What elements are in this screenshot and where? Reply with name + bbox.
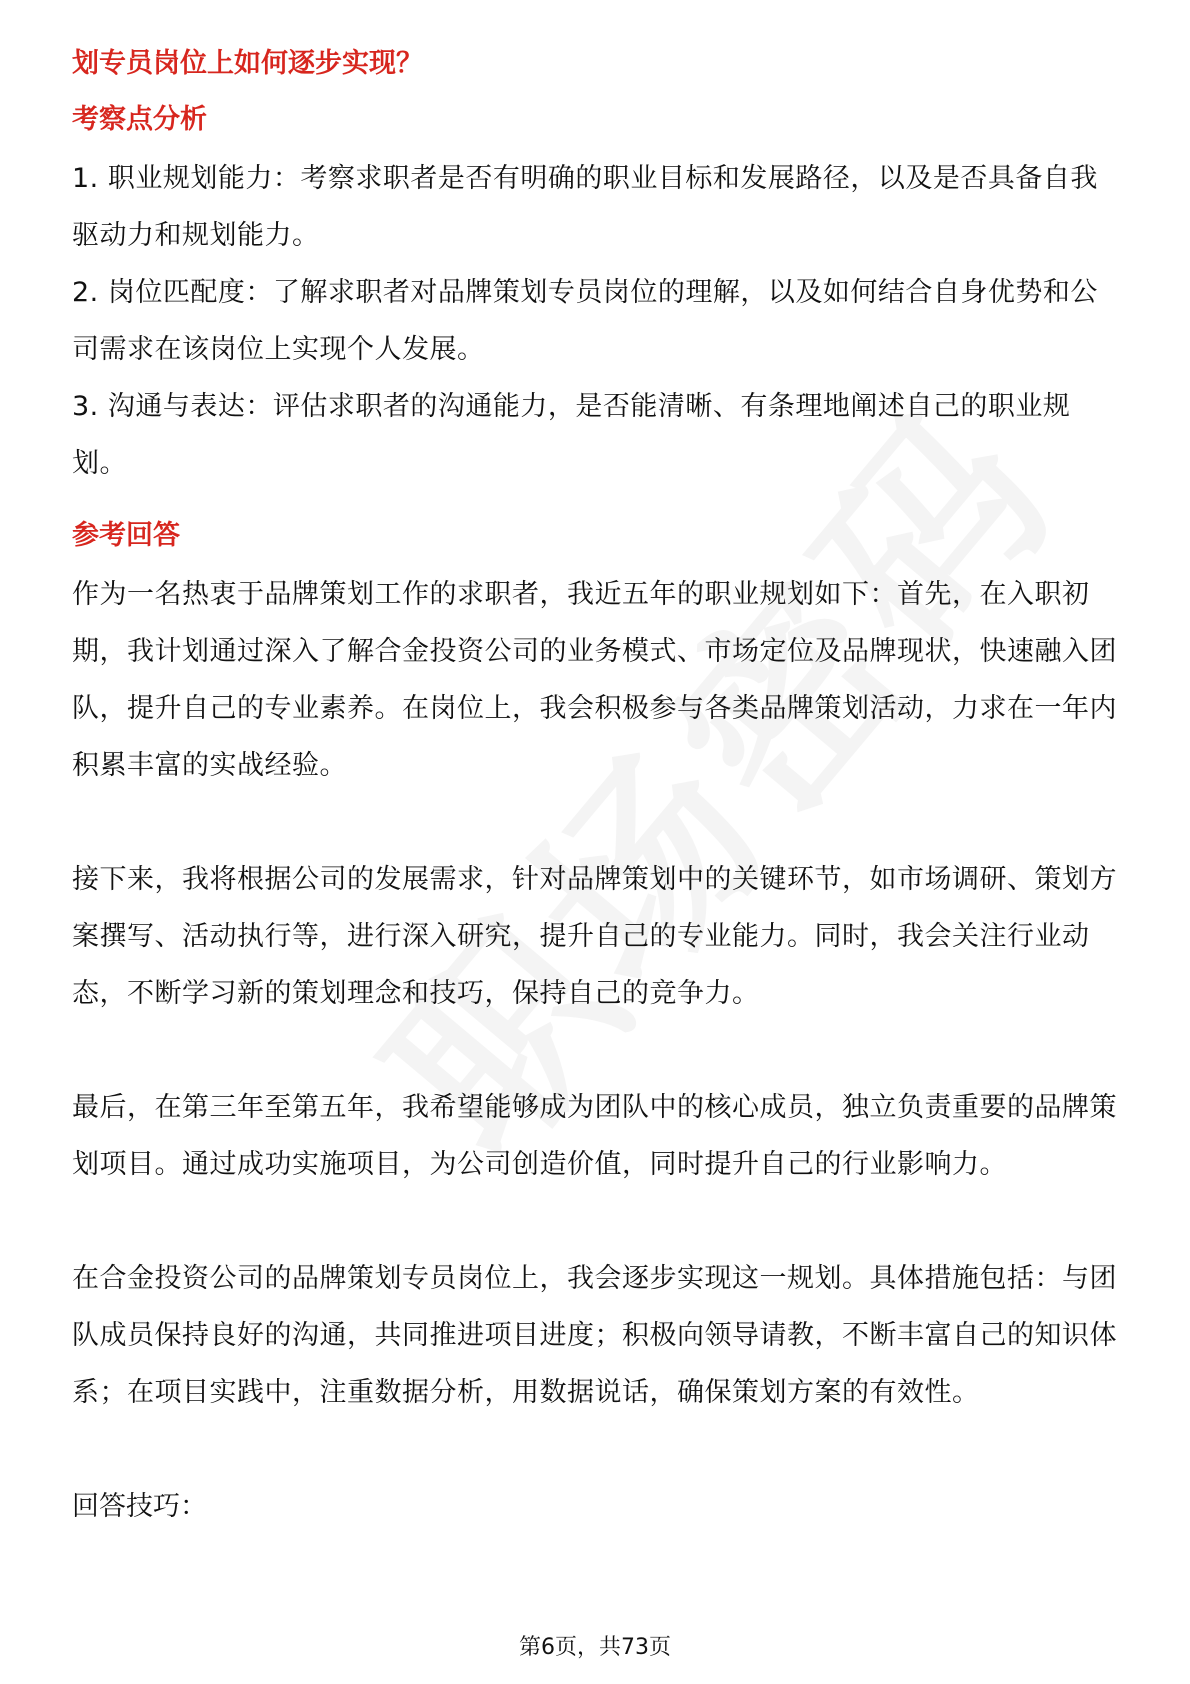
- analysis-item-2: 2. 岗位匹配度：了解求职者对品牌策划专员岗位的理解，以及如何结合自身优势和公司需求在该岗位上实现个人发展。: [72, 277, 1098, 365]
- answer-paragraph-4: 在合金投资公司的品牌策划专员岗位上，我会逐步实现这一规划。具体措施包括：与团队成员保持良好的沟通，共同推进项目进度；积极向领导请教，不断丰富自己的知识体系；在项目实践中，注重数据分析，用数据说话，确保策划方案的有效性。: [72, 1263, 1117, 1408]
- question-title-tail: 划专员岗位上如何逐步实现？: [72, 48, 423, 79]
- analysis-item-3: 3. 沟通与表达：评估求职者的沟通能力，是否能清晰、有条理地阐述自己的职业规划。: [72, 391, 1071, 479]
- answer-paragraph-1: 作为一名热衷于品牌策划工作的求职者，我近五年的职业规划如下：首先，在入职初期，我计划通过深入了解合金投资公司的业务模式、市场定位及品牌现状，快速融入团队，提升自己的专业素养。在岗位上，我会积极参与各类品牌策划活动，力求在一年内积累丰富的实战经验。: [72, 579, 1117, 781]
- answer-paragraph-3: 最后，在第三年至第五年，我希望能够成为团队中的核心成员，独立负责重要的品牌策划项目。通过成功实施项目，为公司创造价值，同时提升自己的行业影响力。: [72, 1092, 1117, 1180]
- analysis-item-1: 1. 职业规划能力：考察求职者是否有明确的职业目标和发展路径，以及是否具备自我驱动力和规划能力。: [72, 163, 1098, 251]
- answer-heading: 参考回答: [72, 520, 180, 551]
- answer-paragraph-2: 接下来，我将根据公司的发展需求，针对品牌策划中的关键环节，如市场调研、策划方案撰写、活动执行等，进行深入研究，提升自己的专业能力。同时，我会关注行业动态，不断学习新的策划理念和技巧，保持自己的竞争力。: [72, 864, 1117, 1009]
- tips-label: 回答技巧：: [72, 1491, 207, 1522]
- document-page: [72, 44, 1122, 1535]
- analysis-heading: 考察点分析: [72, 104, 207, 135]
- page-footer: 第6页，共73页: [519, 1635, 671, 1660]
